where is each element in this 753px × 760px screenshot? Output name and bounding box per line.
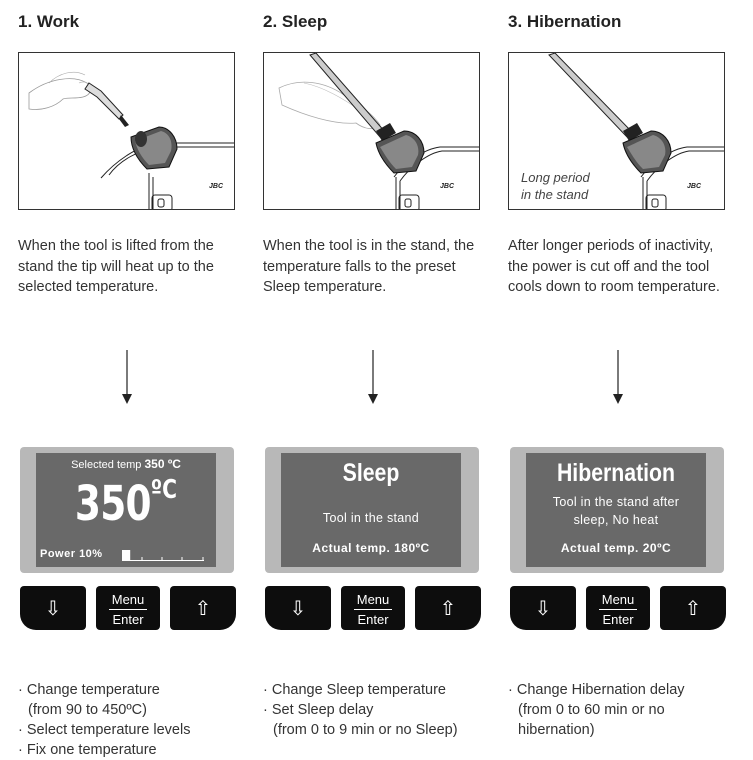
list-item: · Set Sleep delay: [263, 702, 374, 718]
section-title: 3. Hibernation: [508, 12, 622, 31]
lcd-screen: [36, 453, 216, 567]
list-item: · Select temperature levels: [18, 722, 191, 738]
up-button[interactable]: [170, 586, 236, 630]
station-display: [510, 447, 724, 573]
feature-list: [18, 680, 248, 760]
selected-temp-label: Selected temp: [71, 459, 142, 471]
soldering-iron-lifted-image: [19, 53, 235, 210]
illustration-note: Long period in the stand: [521, 170, 590, 202]
sleep-illustration: [263, 52, 480, 210]
down-arrow-icon: [611, 350, 625, 406]
list-item: · Change Hibernation delay: [508, 682, 685, 698]
hibernation-illustration: [508, 52, 725, 210]
station-display: [265, 447, 479, 573]
up-arrow-icon: ⇧: [194, 596, 212, 620]
brand-logo: JBC: [687, 183, 702, 190]
current-temp-value: 350: [74, 476, 151, 532]
list-item: · Change temperature: [18, 682, 160, 698]
lcd-screen: [281, 453, 461, 567]
down-button[interactable]: [510, 586, 576, 630]
actual-temp: Actual temp. 180ºC: [312, 541, 430, 555]
list-item: · Change Sleep temperature: [263, 682, 446, 698]
up-arrow-icon: ⇧: [684, 596, 702, 620]
power-label: Power 10%: [40, 548, 103, 560]
current-temp-unit: ºC: [150, 475, 178, 505]
list-item: (from 0 to 9 min or no Sleep): [273, 722, 458, 738]
feature-list: [508, 680, 738, 740]
mode-title: Hibernation: [556, 459, 676, 487]
description: After longer periods of inactivity, the power is cut off and the tool cools down to room temperature.: [508, 238, 720, 295]
down-arrow-icon: [366, 350, 380, 406]
up-button[interactable]: [415, 586, 481, 630]
control-buttons: [510, 586, 726, 632]
work-illustration: [18, 52, 235, 210]
power-bar: [122, 549, 204, 561]
control-buttons: [265, 586, 481, 632]
station-display: [20, 447, 234, 573]
menu-label: Menu: [109, 592, 147, 610]
down-arrow-icon: ⇩: [289, 596, 307, 620]
power-bar-fill: [122, 550, 130, 561]
feature-list: [263, 680, 493, 740]
down-button[interactable]: [20, 586, 86, 630]
selected-temp-value: 350 ºC: [144, 457, 181, 471]
list-item: (from 0 to 60 min or no: [518, 702, 665, 718]
control-buttons: [20, 586, 236, 632]
down-arrow-icon: ⇩: [534, 596, 552, 620]
status-message: Tool in the stand after sleep, No heat: [552, 495, 680, 527]
down-button[interactable]: [265, 586, 331, 630]
brand-logo: JBC: [440, 183, 455, 190]
menu-enter-button[interactable]: [586, 586, 650, 630]
actual-temp: Actual temp. 20ºC: [560, 541, 672, 555]
enter-label: Enter: [112, 612, 144, 627]
brand-logo: JBC: [209, 183, 224, 190]
list-item: · Fix one temperature: [18, 742, 157, 758]
mode-title: Sleep: [342, 459, 400, 487]
lcd-screen: [526, 453, 706, 567]
up-button[interactable]: [660, 586, 726, 630]
soldering-iron-in-stand-image: [264, 53, 480, 210]
up-arrow-icon: ⇧: [439, 596, 457, 620]
list-item: (from 90 to 450ºC): [28, 702, 147, 718]
description: When the tool is lifted from the stand the tip will heat up to the selected temperature.: [18, 238, 214, 295]
description: When the tool is in the stand, the temperature falls to the preset Sleep temperature.: [263, 238, 475, 295]
section-title: 2. Sleep: [263, 12, 328, 31]
down-arrow-icon: ⇩: [44, 596, 62, 620]
down-arrow-icon: [120, 350, 134, 406]
menu-enter-button[interactable]: [341, 586, 405, 630]
selected-temp: [36, 457, 216, 471]
current-temp: [56, 475, 196, 532]
menu-enter-button[interactable]: [96, 586, 160, 630]
list-item: hibernation): [518, 722, 595, 738]
section-title: 1. Work: [18, 12, 80, 31]
enter-label: Enter: [602, 612, 634, 627]
menu-label: Menu: [354, 592, 392, 610]
status-message: Tool in the stand: [322, 511, 420, 525]
enter-label: Enter: [357, 612, 389, 627]
menu-label: Menu: [599, 592, 637, 610]
